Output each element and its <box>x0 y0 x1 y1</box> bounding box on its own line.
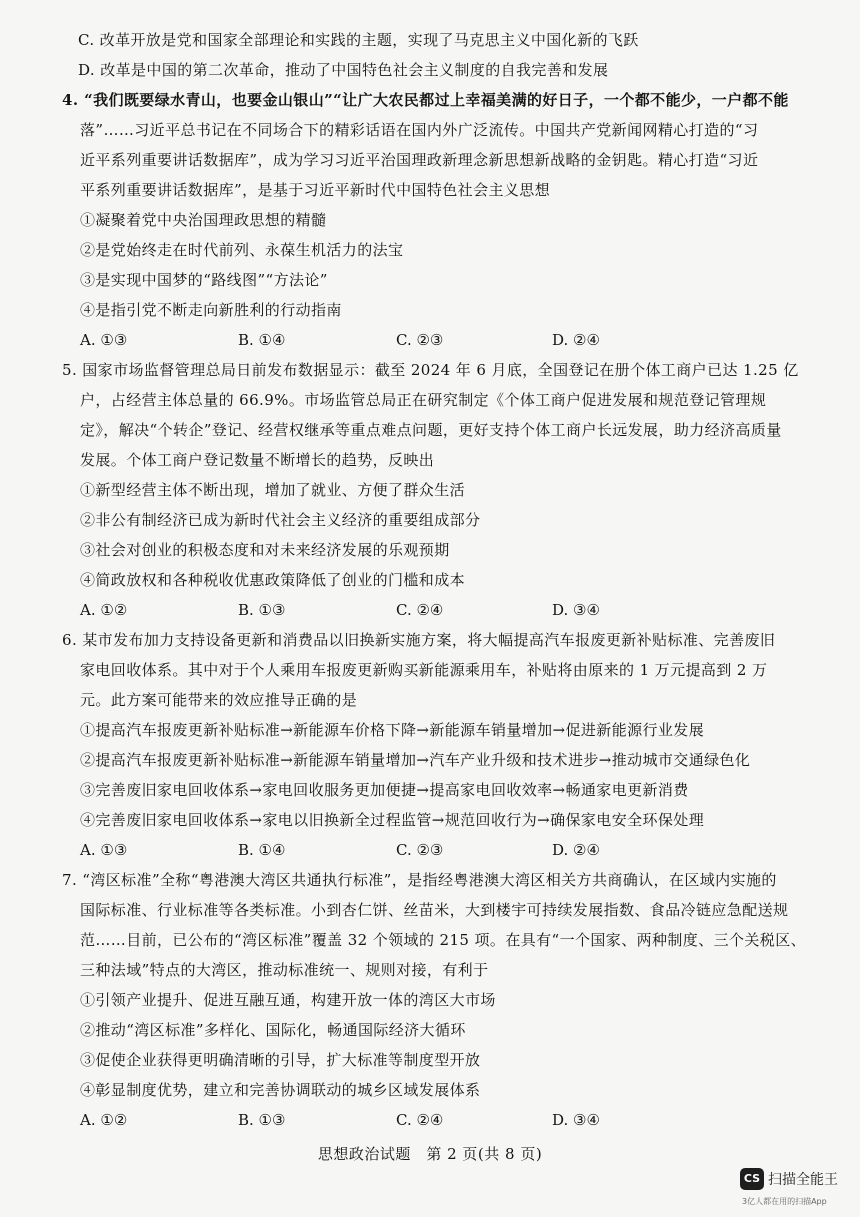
q6-statement: ①提高汽车报废更新补贴标准→新能源车价格下降→新能源车销量增加→促进新能源行业发展 <box>80 721 705 739</box>
q4-stem-line: 4. “我们既要绿水青山，也要金山银山”“让广大农民都过上幸福美满的好日子，一个都不能少，一户都不能 <box>62 91 789 109</box>
q4-statement: ④是指引党不断走向新胜利的行动指南 <box>80 301 342 319</box>
q4-stem-line: 落”……习近平总书记在不同场合下的精彩话语在国内外广泛流传。中国共产党新闻网精心打造的“习 <box>80 121 759 139</box>
q4-statement: ②是党始终走在时代前列、永葆生机活力的法宝 <box>80 241 404 259</box>
q4-statement: ③是实现中国梦的“路线图”“方法论” <box>80 271 328 289</box>
q6-statement: ③完善废旧家电回收体系→家电回收服务更加便捷→提高家电回收效率→畅通家电更新消费 <box>80 781 689 799</box>
q7-statement: ④彰显制度优势，建立和完善协调联动的城乡区域发展体系 <box>80 1081 481 1099</box>
q5-stem-line: 发展。个体工商户登记数量不断增长的趋势，反映出 <box>80 451 435 469</box>
q4-stem-line: 近平系列重要讲话数据库”，成为学习习近平治国理政新理念新思想新战略的金钥匙。精心打造“习近 <box>80 151 759 169</box>
q5-stem-line: 定》，解决“个转企”登记、经营权继承等重点难点问题，更好支持个体工商户长远发展，助力经济高质量 <box>80 421 782 439</box>
q5-option-b[interactable]: B. ①③ <box>238 601 286 619</box>
page-footer: 思想政治试题 第 2 页(共 8 页) <box>317 1145 543 1163</box>
q4-option-b[interactable]: B. ①④ <box>238 331 286 349</box>
q5-option-c[interactable]: C. ②④ <box>396 601 444 619</box>
q6-option-b[interactable]: B. ①④ <box>238 841 286 859</box>
q7-stem-line: 7. “湾区标准”全称“粤港澳大湾区共通执行标准”，是指经粤港澳大湾区相关方共商确认，在区域内实施的 <box>62 871 777 889</box>
q6-statement: ②提高汽车报废更新补贴标准→新能源车销量增加→汽车产业升级和技术进步→推动城市交通绿色化 <box>80 751 751 769</box>
q7-option-c[interactable]: C. ②④ <box>396 1111 444 1129</box>
q7-statement: ②推动“湾区标准”多样化、国际化，畅通国际经济大循环 <box>80 1021 466 1039</box>
q7-stem-line: 三种法域”特点的大湾区，推动标准统一、规则对接，有利于 <box>80 961 489 979</box>
q5-statement: ③社会对创业的积极态度和对未来经济发展的乐观预期 <box>80 541 450 559</box>
q6-stem-line: 6. 某市发布加力支持设备更新和消费品以旧换新实施方案，将大幅提高汽车报废更新补贴标准、完善废旧 <box>62 631 776 649</box>
q6-stem-line: 家电回收体系。其中对于个人乘用车报废更新购买新能源乘用车，补贴将由原来的 1 万元提高到 2 万 <box>80 661 768 679</box>
q7-option-d[interactable]: D. ③④ <box>552 1111 600 1129</box>
q6-stem-line: 元。此方案可能带来的效应推导正确的是 <box>80 691 358 709</box>
q6-option-a[interactable]: A. ①③ <box>80 841 128 859</box>
q5-stem-line: 户，占经营主体总量的 66.9%。市场监管总局正在研究制定《个体工商户促进发展和规范登记管理规 <box>80 391 767 409</box>
q7-statement: ①引领产业提升、促进互融互通，构建开放一体的湾区大市场 <box>80 991 496 1009</box>
q4-option-a[interactable]: A. ①③ <box>80 331 128 349</box>
q5-statement: ①新型经营主体不断出现，增加了就业、方便了群众生活 <box>80 481 466 499</box>
q5-statement: ②非公有制经济已成为新时代社会主义经济的重要组成部分 <box>80 511 481 529</box>
scanner-watermark <box>740 1168 850 1212</box>
q4-statement: ①凝聚着党中央治国理政思想的精髓 <box>80 211 327 229</box>
q4-stem-line: 平系列重要讲话数据库”，是基于习近平新时代中国特色社会主义思想 <box>80 181 551 199</box>
watermark-app-name: 扫描全能王 <box>768 1172 838 1188</box>
q5-statement: ④简政放权和各种税收优惠政策降低了创业的门槛和成本 <box>80 571 466 589</box>
q6-option-c[interactable]: C. ②③ <box>396 841 444 859</box>
q7-statement: ③促使企业获得更明确清晰的引导，扩大标准等制度型开放 <box>80 1051 481 1069</box>
option-d-prev: D. 改革是中国的第二次革命，推动了中国特色社会主义制度的自我完善和发展 <box>78 61 609 79</box>
q6-option-d[interactable]: D. ②④ <box>552 841 600 859</box>
camscanner-logo-icon: CS <box>740 1168 764 1190</box>
q5-stem-line: 5. 国家市场监督管理总局日前发布数据显示：截至 2024 年 6 月底，全国登记在册个体工商户已达 1.25 亿 <box>62 361 799 379</box>
q4-option-d[interactable]: D. ②④ <box>552 331 600 349</box>
q6-statement: ④完善废旧家电回收体系→家电以旧换新全过程监管→规范回收行为→确保家电安全环保处理 <box>80 811 705 829</box>
q5-option-a[interactable]: A. ①② <box>80 601 128 619</box>
option-c-prev: C. 改革开放是党和国家全部理论和实践的主题，实现了马克思主义中国化新的飞跃 <box>78 31 639 49</box>
q4-option-c[interactable]: C. ②③ <box>396 331 444 349</box>
q7-option-a[interactable]: A. ①② <box>80 1111 128 1129</box>
q7-option-b[interactable]: B. ①③ <box>238 1111 286 1129</box>
q5-option-d[interactable]: D. ③④ <box>552 601 600 619</box>
watermark-tagline: 3亿人都在用的扫描App <box>742 1197 827 1206</box>
q7-stem-line: 范……目前，已公布的“湾区标准”覆盖 32 个领域的 215 项。在具有“一个国家、两种制度、三个关税区、 <box>80 931 806 949</box>
q7-stem-line: 国际标准、行业标准等各类标准。小到杏仁饼、丝苗米，大到楼宇可持续发展指数、食品冷链应急配送规 <box>80 901 789 919</box>
